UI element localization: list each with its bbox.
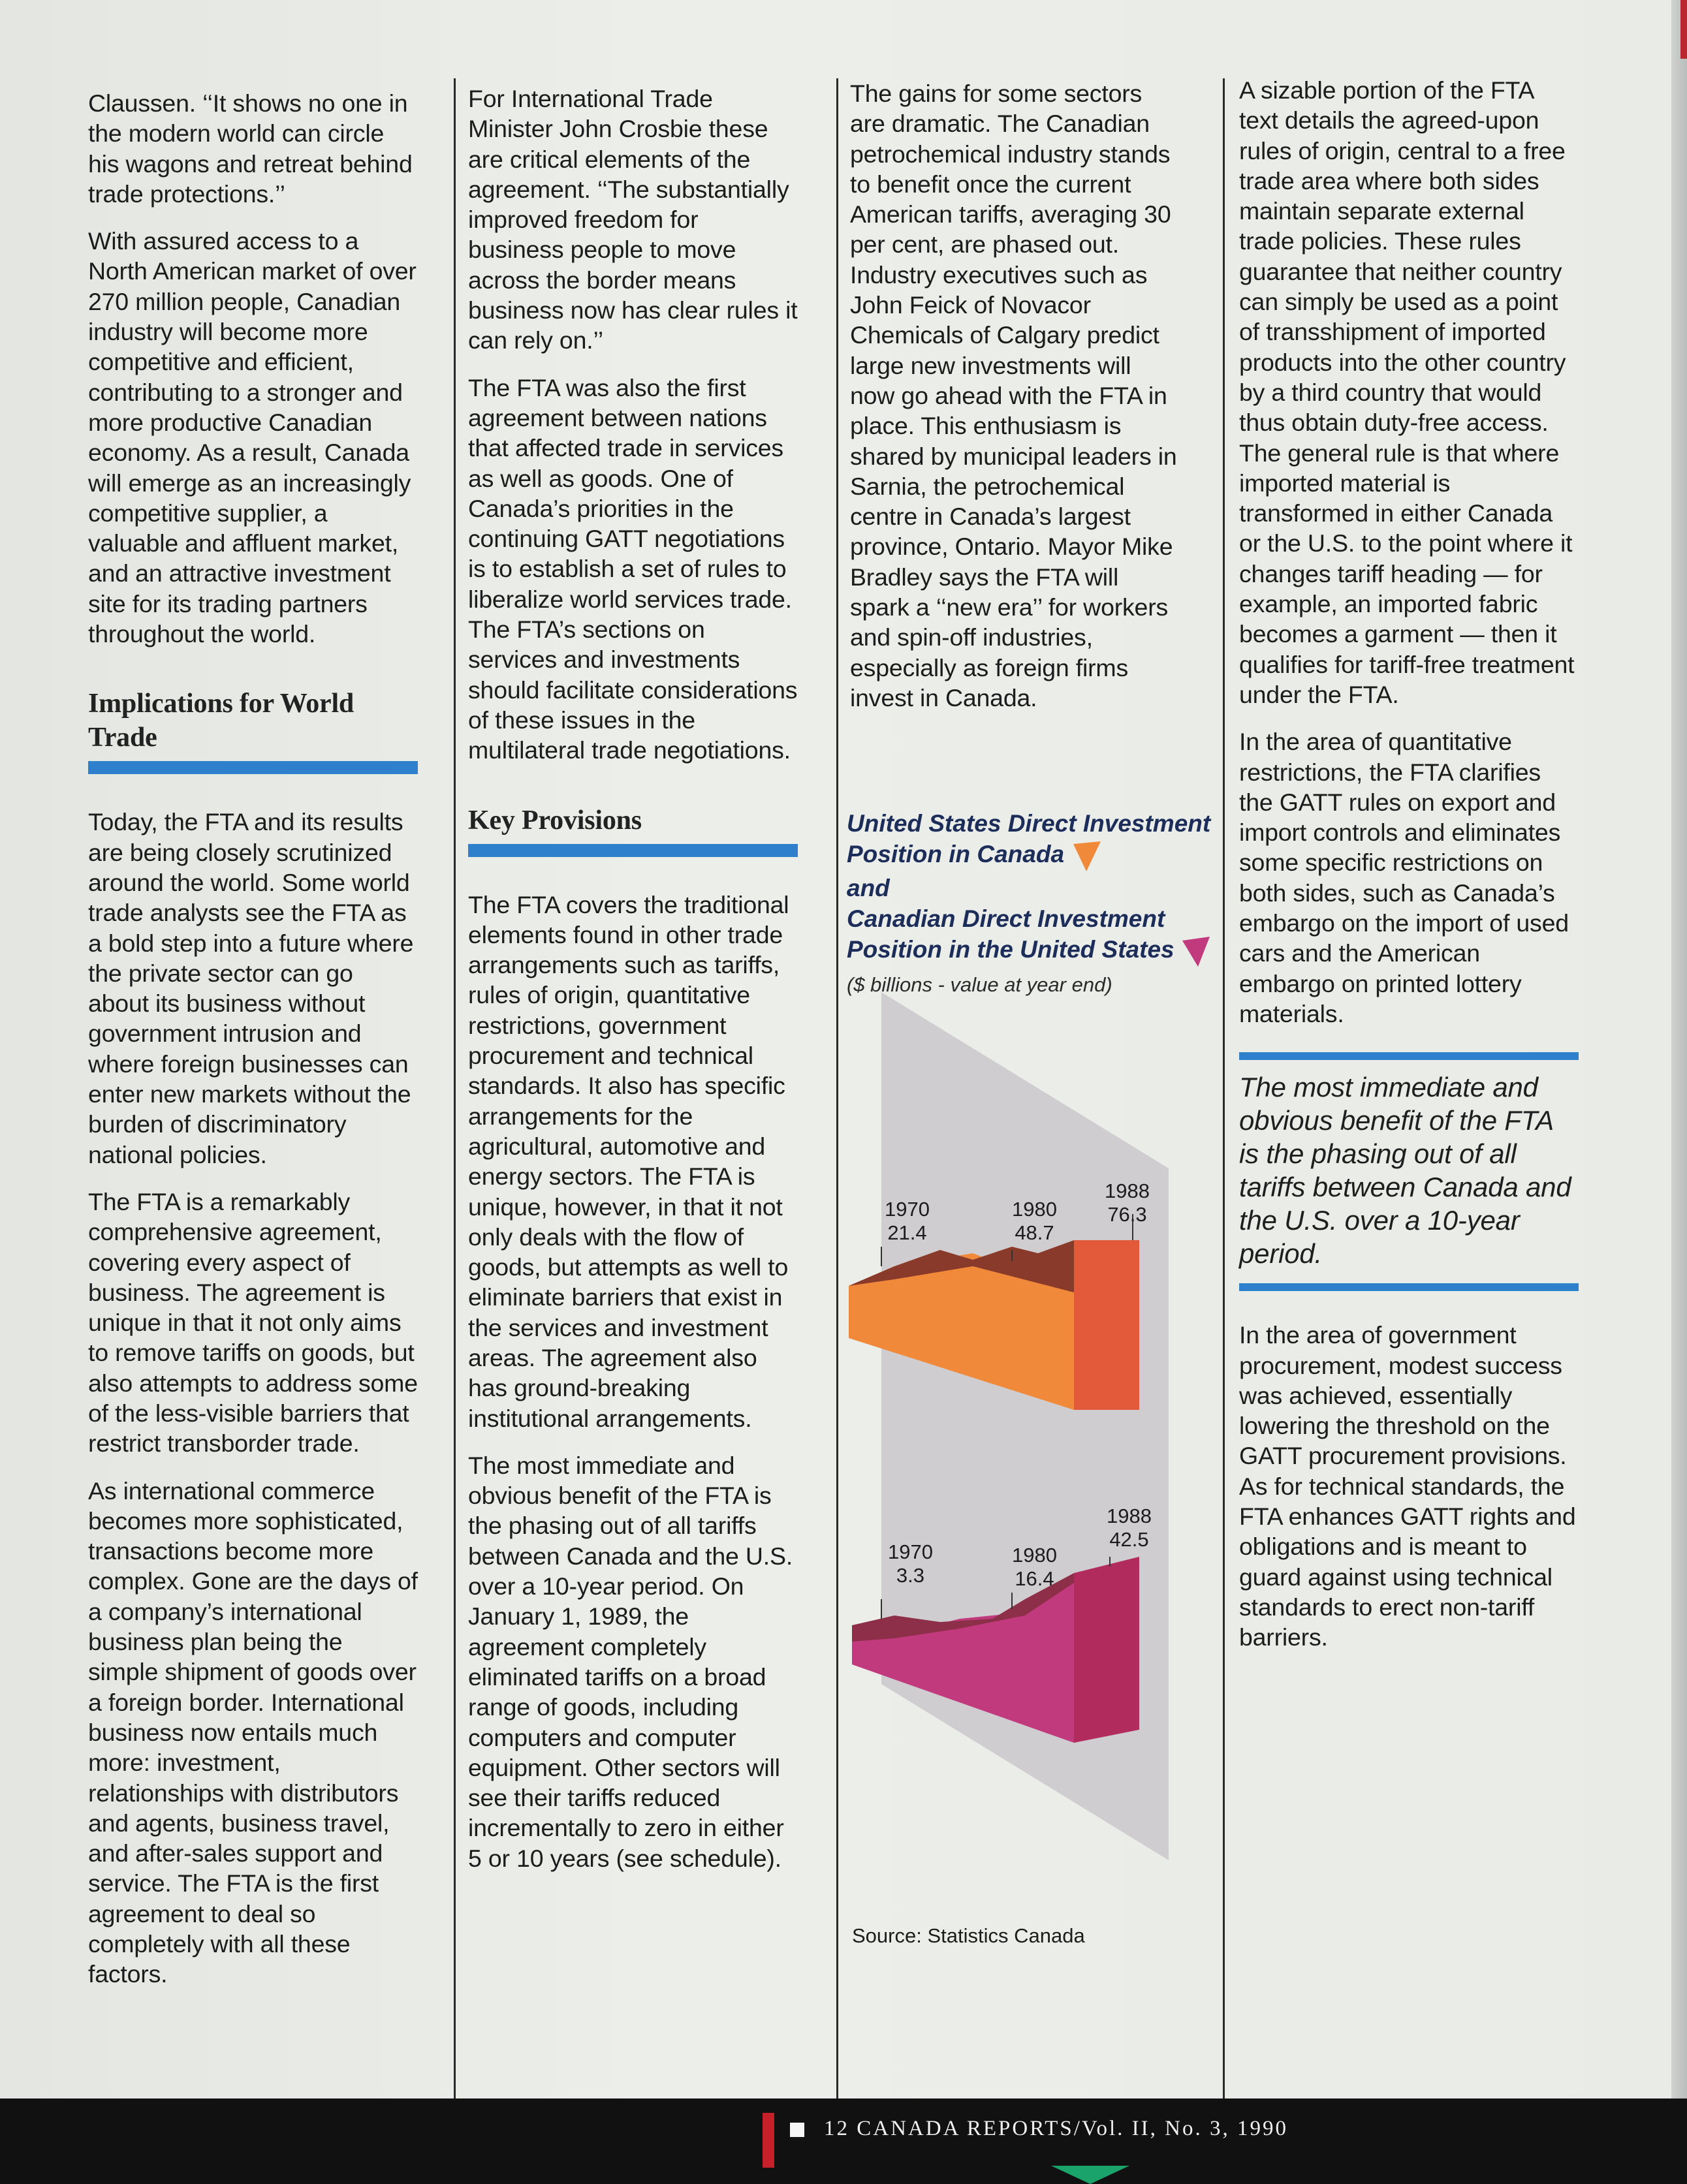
label-year: 1980 bbox=[1012, 1544, 1057, 1567]
col2-paragraph-1: For International Trade Minister John Crosbie these are critical elements of the agreement. ‘‘The substantially improved freedom for business people to move across the border means business now has clear rules it can rely on.’’ bbox=[468, 85, 798, 354]
pullquote-bottom-bar bbox=[1239, 1283, 1579, 1291]
col4-paragraph-1: A sizable portion of the FTA text details the agreed-upon rules of origin, central to a free trade area where both sides maintain separate external trade policies. These rules guarantee that neither country can simply be used as a point of transshipment of imported products into the other country by a third country that would thus obtain duty-free access. The general rule is that where imported material is transformed in either Canada or the U.S. to the point where it changes tariff heading — for example, an imported fabric becomes a garment — then it qualifies for tariff-free treatment under the FTA. bbox=[1239, 76, 1575, 708]
chart-title-line-3: and bbox=[847, 875, 890, 902]
section-heading-key-provisions: Key Provisions bbox=[468, 805, 642, 835]
label-year: 1980 bbox=[1012, 1198, 1057, 1221]
label-value: 48.7 bbox=[1015, 1221, 1054, 1244]
footer-red-mark bbox=[763, 2113, 774, 2168]
label-value: 21.4 bbox=[887, 1221, 927, 1244]
label-value: 76.3 bbox=[1107, 1203, 1147, 1226]
column-1 bbox=[88, 88, 418, 2006]
chart-title-line-5-text: Position in the United States bbox=[847, 936, 1175, 963]
label-value: 3.3 bbox=[896, 1564, 925, 1587]
chart-title-block bbox=[847, 808, 1212, 997]
label-us-1980 bbox=[1012, 1198, 1057, 1245]
heading-underline-bar bbox=[88, 761, 418, 774]
orange-side-face bbox=[1074, 1240, 1139, 1410]
chart-title-line-1: United States Direct Investment bbox=[847, 810, 1211, 837]
footer-page-info: 12 CANADA REPORTS/Vol. II, No. 3, 1990 bbox=[824, 2117, 1288, 2140]
column-2 bbox=[468, 84, 798, 1890]
section-heading-world-trade: Implications for World Trade bbox=[88, 689, 355, 753]
heading-underline-bar bbox=[468, 844, 798, 857]
column-rule-2 bbox=[836, 78, 838, 2098]
investment-chart bbox=[842, 992, 1182, 1860]
col1-paragraph-1: Claussen. ‘‘It shows no one in the modern world can circle his wagons and retreat behind trade protections.’’ bbox=[88, 89, 413, 208]
col2-paragraph-3: The FTA covers the traditional elements found in other trade arrangements such as tariffs, rules of origin, quantitative restrictions, government procurement and technical standards. It also has specific arrangements for the agricultural, automotive and energy sectors. The FTA is unique, however, in that it not only deals with the flow of goods, but attempts as well to eliminate barriers that exist in the services and investment areas. The agreement also has ground-breaking institutional arrangements. bbox=[468, 890, 789, 1432]
col1-paragraph-3: Today, the FTA and its results are being closely scrutinized around the world. Some world trade analysts see the FTA as a bold step into a future where the private sector can go about its business without government intrusion and where foreign businesses can enter new markets without the burden of discriminatory national policies. bbox=[88, 808, 414, 1168]
column-rule-1 bbox=[454, 78, 456, 2098]
col3-paragraph-1: The gains for some sectors are dramatic. The Canadian petrochemical industry stands to benefit once the current American tariffs, averaging 30 per cent, are phased out. Industry executives such as John Feick of Novacor Chemicals of Calgary predict large new investments will now go ahead with the FTA in place. This enthusiasm is shared by municipal leaders in Sarnia, the petrochemical centre in Canada’s largest province, Ontario. Mayor Mike Bradley says the FTA will spark a ‘‘new era’’ for workers and spin-off industries, especially as foreign firms invest in Canada. bbox=[850, 80, 1177, 711]
footer-green-tab bbox=[1051, 2166, 1129, 2184]
col2-paragraph-4: The most immediate and obvious benefit of the FTA is the phasing out of all tariffs between Canada and the U.S. over a 10-year period. On January 1, 1989, the agreement completely eliminated tariffs on a broad range of goods, including computers and computer equipment. Other sectors will see their tariffs reduced incrementally to zero in either 5 or 10 years (see schedule). bbox=[468, 1451, 793, 1872]
col1-paragraph-2: With assured access to a North American market of over 270 million people, Canadian industry will become more competitive and efficient, contributing to a stronger and more productive Canadian economy. As a result, Canada will emerge as an increasingly competitive supplier, a valuable and affluent market, and an attractive investment site for its trading partners throughout the world. bbox=[88, 227, 417, 648]
label-ca-1988 bbox=[1107, 1505, 1152, 1552]
footer-square-bullet bbox=[790, 2123, 804, 2137]
label-value: 42.5 bbox=[1109, 1528, 1149, 1551]
label-us-1970 bbox=[885, 1198, 930, 1245]
magenta-side-face bbox=[1074, 1557, 1139, 1743]
chart-title-line-2-text: Position in Canada bbox=[847, 841, 1065, 867]
label-ca-1980 bbox=[1012, 1544, 1057, 1591]
orange-legend-icon bbox=[1071, 839, 1103, 873]
col1-paragraph-5: As international commerce becomes more sophisticated, transactions become more complex. Gone are the days of a company’s international business plan being the simple shipment of goods over a foreign border. International business now entails much more: investment, relationships with distributors and agents, business travel, and after-sales support and service. The FTA is the first agreement to deal so completely with all these factors. bbox=[88, 1476, 418, 1988]
chart-title-line-2 bbox=[847, 839, 1212, 873]
magenta-legend-icon bbox=[1181, 934, 1211, 968]
col2-paragraph-2: The FTA was also the first agreement between nations that affected trade in services as well as goods. One of Canada’s priorities in the continuing GATT negotiations is to establish a set of rules to liberalize world services trade. The FTA’s sections on services and investments should facilitate considerations of these issues in the multilateral trade negotiations. bbox=[468, 373, 798, 764]
col4-paragraph-2: In the area of quantitative restrictions, the FTA clarifies the GATT rules on export and import controls and eliminates some specific restrictions on both sides, such as Canada’s embargo on the import of used cars and the American embargo on printed lottery materials. bbox=[1239, 728, 1569, 1027]
column-4 bbox=[1239, 75, 1579, 1669]
label-ca-1970 bbox=[888, 1540, 933, 1587]
chart-title-line-5 bbox=[847, 934, 1212, 968]
label-year: 1970 bbox=[885, 1198, 930, 1221]
chart-title-line-4: Canadian Direct Investment bbox=[847, 905, 1165, 933]
page-edge bbox=[1671, 0, 1687, 2184]
footer-band bbox=[0, 2098, 1687, 2184]
chart-source: Source: Statistics Canada bbox=[852, 1924, 1085, 1947]
label-year: 1988 bbox=[1107, 1505, 1152, 1527]
column-3 bbox=[850, 78, 1180, 730]
column-rule-3 bbox=[1223, 78, 1225, 2098]
label-year: 1988 bbox=[1105, 1179, 1150, 1202]
label-value: 16.4 bbox=[1015, 1567, 1054, 1590]
label-year: 1970 bbox=[888, 1540, 933, 1563]
col4-paragraph-3: In the area of government procurement, modest success was achieved, essentially lowering the threshold on the GATT procurement provisions. As for technical standards, the FTA enhances GATT rights and obligations and is meant to guard against using technical standards to erect non-tariff barriers. bbox=[1239, 1321, 1576, 1651]
col1-paragraph-4: The FTA is a remarkably comprehensive agreement, covering every aspect of business. The agreement is unique in that it not only aims to remove tariffs on goods, but also attempts to address some of the less-visible barriers that restrict transborder trade. bbox=[88, 1187, 418, 1458]
label-us-1988 bbox=[1105, 1179, 1150, 1226]
chart-subtitle: ($ billions - value at year end) bbox=[847, 973, 1112, 997]
page-edge-mark bbox=[1680, 0, 1687, 59]
pullquote: The most immediate and obvious benefit of the FTA is the phasing out of all tariffs between Canada and the U.S. over a 10-year period. bbox=[1239, 1072, 1571, 1270]
pullquote-top-bar bbox=[1239, 1052, 1579, 1060]
